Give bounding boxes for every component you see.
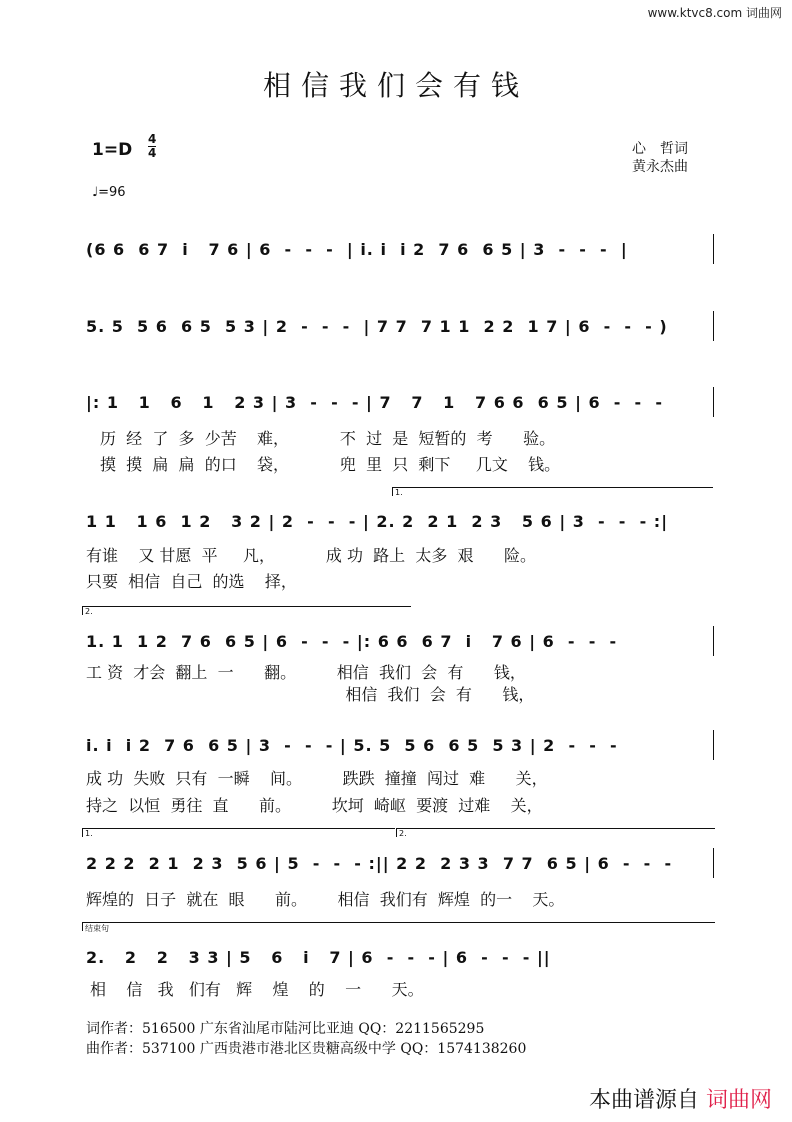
lyric-line: 辉煌的 日子 就在 眼 前。 相信 我们有 辉煌 的一 天。 — [86, 890, 565, 909]
volta-first: 1. — [392, 487, 713, 496]
lyricist-contact: 词作者：516500 广东省汕尾市陆河比亚迪 QQ：2211565295 — [86, 1021, 485, 1037]
score-system-5-notes: 1. 1 1 2 7 6 6 5 | 6 - - - |: 6 6 6 7 i 7 6 | 6 - - - — [86, 632, 618, 651]
lyric-line: 历 经 了 多 少苦 难， 不 过 是 短暂的 考 验。 — [100, 429, 556, 448]
site-watermark: www.ktvc8.com 词曲网 — [647, 6, 782, 20]
source-brand-link[interactable]: 词曲网 — [705, 1088, 772, 1113]
time-signature — [148, 133, 156, 160]
volta-second: 2. — [396, 828, 715, 837]
source-prefix: 本曲谱源自 — [588, 1088, 699, 1113]
volta-second: 2. — [82, 606, 411, 615]
lyric-line: 摸 摸 扁 扁 的口 袋， 兜 里 只 剩下 几文 钱。 — [100, 455, 561, 474]
score-system-4-notes: 1 1 1 6 1 2 3 2 | 2 - - - | 2. 2 2 1 2 3 5 6 | 3 - - - :| — [86, 512, 669, 531]
score-system-3-notes: |: 1 1 6 1 2 3 | 3 - - - | 7 7 1 7 6 6 6 5 | 6 - - - — [86, 393, 663, 412]
key-signature: 1=D — [92, 140, 133, 160]
barline — [713, 387, 714, 417]
score-system-1-notes: (6 6 6 7 i 7 6 | 6 - - - | i. i i 2 7 6 6 5 | 3 - - - | — [86, 240, 628, 259]
volta-first: 1. — [82, 828, 395, 837]
lyric-line: 相 信 我 们有 辉 煌 的 一 天。 — [90, 980, 424, 999]
score-system-7-notes: 2 2 2 2 1 2 3 5 6 | 5 - - - :|| 2 2 2 3 3 7 7 6 5 | 6 - - - — [86, 854, 673, 873]
song-title: 相信我们会有钱 — [262, 69, 529, 102]
barline — [713, 234, 714, 264]
barline — [713, 626, 714, 656]
barline — [713, 730, 714, 760]
lyric-line: 相信 我们 会 有 钱， — [86, 685, 535, 704]
tempo-marking: ♩=96 — [92, 185, 126, 200]
lyric-line: 持之 以恒 勇往 直 前。 坎坷 崎岖 要渡 过难 关， — [86, 796, 543, 815]
score-system-2-notes: 5. 5 5 6 6 5 5 3 | 2 - - - | 7 7 7 1 1 2 2 1 7 | 6 - - - ) — [86, 317, 668, 336]
composer-credit: 黄永杰曲 — [632, 159, 688, 175]
barline — [713, 311, 714, 341]
score-system-6-notes: i. i i 2 7 6 6 5 | 3 - - - | 5. 5 5 6 6 5 5 3 | 2 - - - — [86, 736, 618, 755]
lyric-line: 成 功 失败 只有 一瞬 间。 跌跌 撞撞 闯过 难 关， — [86, 769, 548, 788]
composer-contact: 曲作者：537100 广西贵港市港北区贵糖高级中学 QQ：1574138260 — [86, 1041, 527, 1057]
volta-ending: 结束句 — [82, 922, 715, 931]
meter-top: 4 — [148, 132, 157, 146]
score-system-8-notes: 2. 2 2 3 3 | 5 6 i 7 | 6 - - - | 6 - - - || — [86, 948, 551, 967]
lyric-line: 工 资 才会 翻上 一 翻。 相信 我们 会 有 钱， — [86, 663, 526, 682]
barline — [713, 848, 714, 878]
lyricist-credit: 心 哲词 — [632, 141, 688, 157]
lyric-line: 有谁 又 甘愿 平 凡， 成 功 路上 太多 艰 险。 — [86, 546, 537, 565]
source-attribution — [589, 1083, 772, 1114]
meter-bottom: 4 — [148, 146, 157, 160]
lyric-line: 只要 相信 自己 的选 择， — [86, 572, 297, 591]
